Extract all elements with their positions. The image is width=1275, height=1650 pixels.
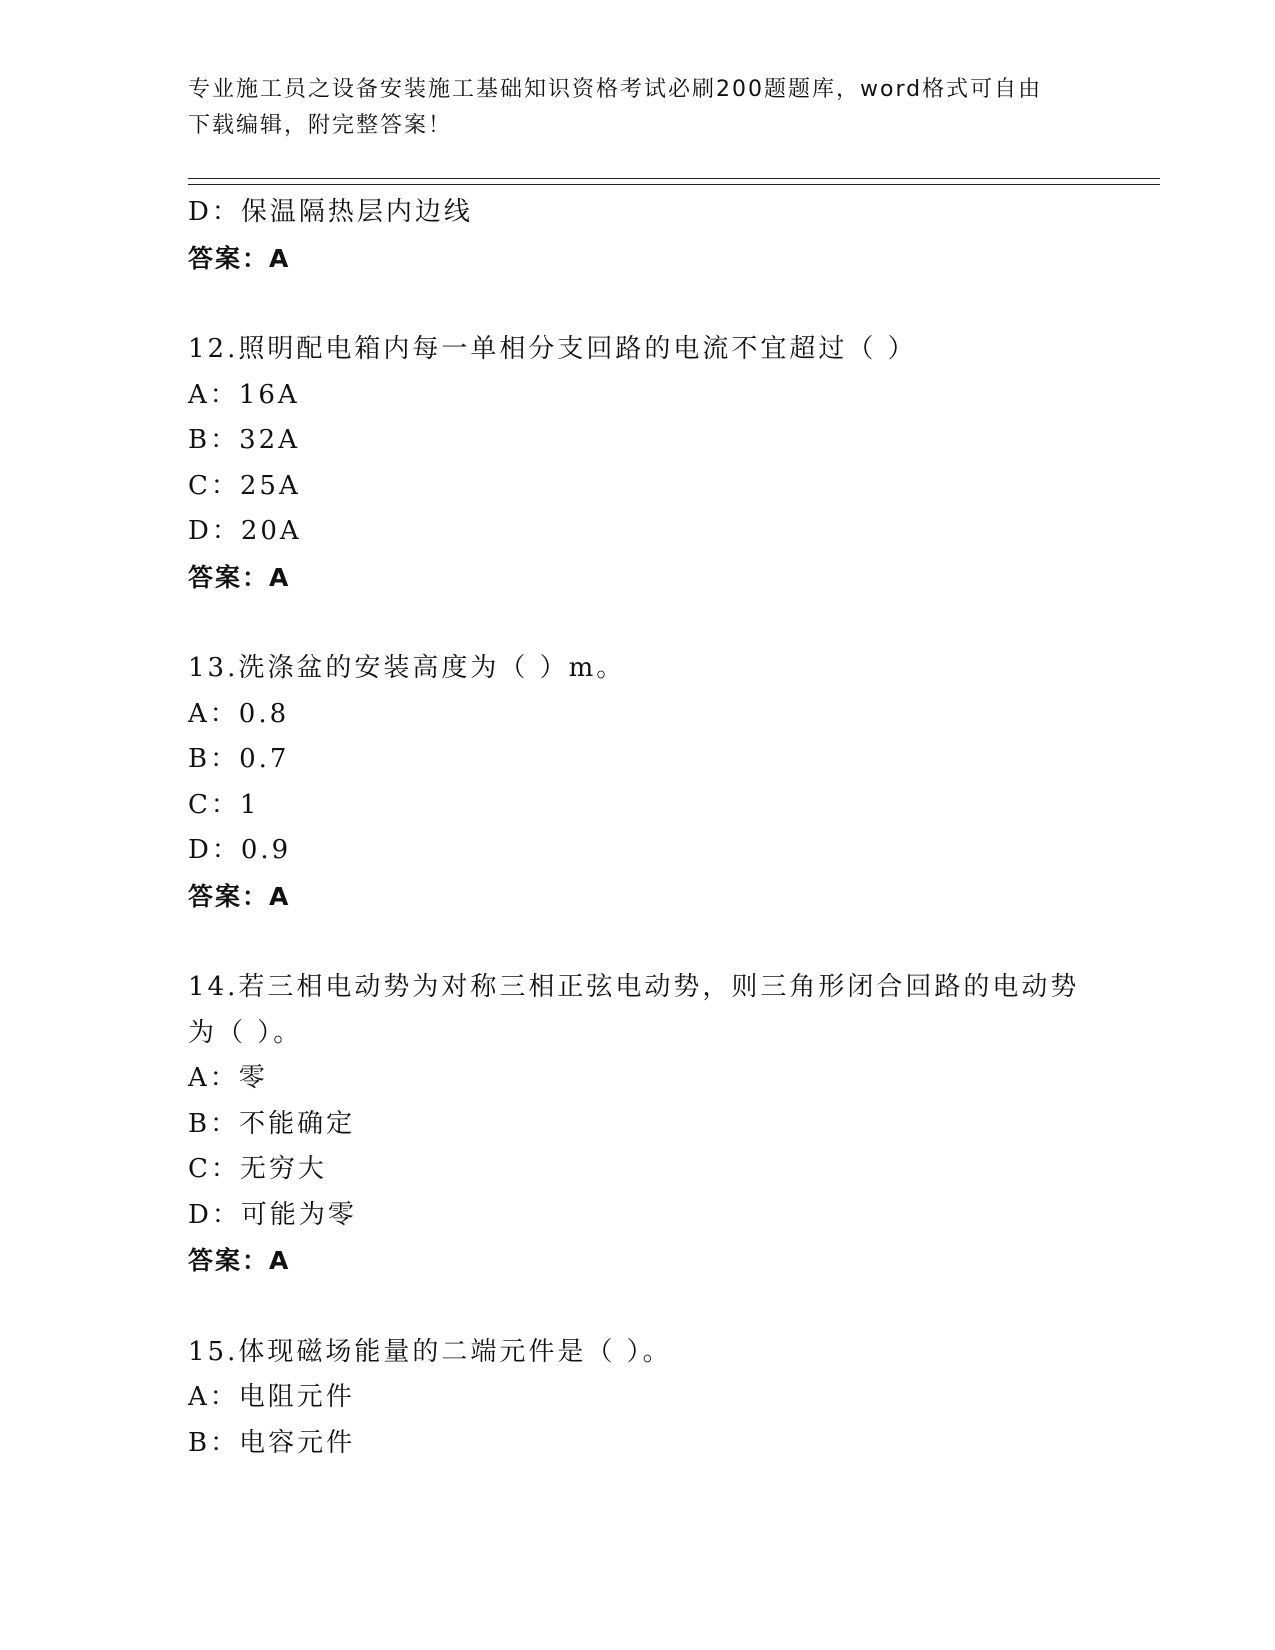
answer: 答案：A (188, 1246, 291, 1275)
question-content (188, 190, 1088, 1466)
question-15 (188, 1330, 1088, 1467)
question-stem-line-2: 为（ ）。 (188, 1017, 303, 1048)
question-stem: 12.照明配电箱内每一单相分支回路的电流不宜超过（ ） (188, 334, 917, 364)
question-13 (188, 646, 1088, 919)
header-line-1: 专业施工员之设备安装施工基础知识资格考试必刷200题题库，word格式可自由 (188, 77, 1043, 102)
option-a: A：0.8 (188, 698, 290, 729)
question-stem: 13.洗涤盆的安装高度为（ ）m。 (188, 653, 626, 683)
option-d: D：20A (188, 516, 302, 546)
option-b: B：0.7 (188, 744, 290, 774)
document-header (188, 72, 1088, 144)
option-c: C：1 (188, 789, 260, 820)
option-a: A：电阻元件 (188, 1382, 355, 1412)
header-divider-top (188, 178, 1160, 179)
option-a: A：零 (188, 1063, 268, 1093)
question-stem: 15.体现磁场能量的二端元件是（ ）。 (188, 1336, 672, 1367)
question-stem-line-1: 14.若三相电动势为对称三相正弦电动势，则三角形闭合回路的电动势 (188, 972, 1080, 1002)
prev-question-answer: 答案：A (188, 243, 291, 273)
answer: 答案：A (188, 562, 291, 592)
option-a: A：16A (188, 379, 300, 410)
option-c: C：25A (188, 470, 301, 501)
answer: 答案：A (188, 881, 291, 911)
question-14 (188, 965, 1088, 1284)
option-c: C：无穷大 (188, 1154, 327, 1184)
option-d: D：可能为零 (188, 1199, 357, 1230)
header-divider-bottom (188, 184, 1160, 185)
option-b: B：32A (188, 425, 300, 455)
prev-question-option-d: D：保温隔热层内边线 (188, 197, 473, 227)
option-b: B：电容元件 (188, 1427, 356, 1458)
option-d: D：0.9 (188, 835, 292, 865)
option-b: B：不能确定 (188, 1108, 356, 1139)
question-12 (188, 327, 1088, 600)
header-line-2: 下载编辑，附完整答案！ (188, 113, 453, 138)
